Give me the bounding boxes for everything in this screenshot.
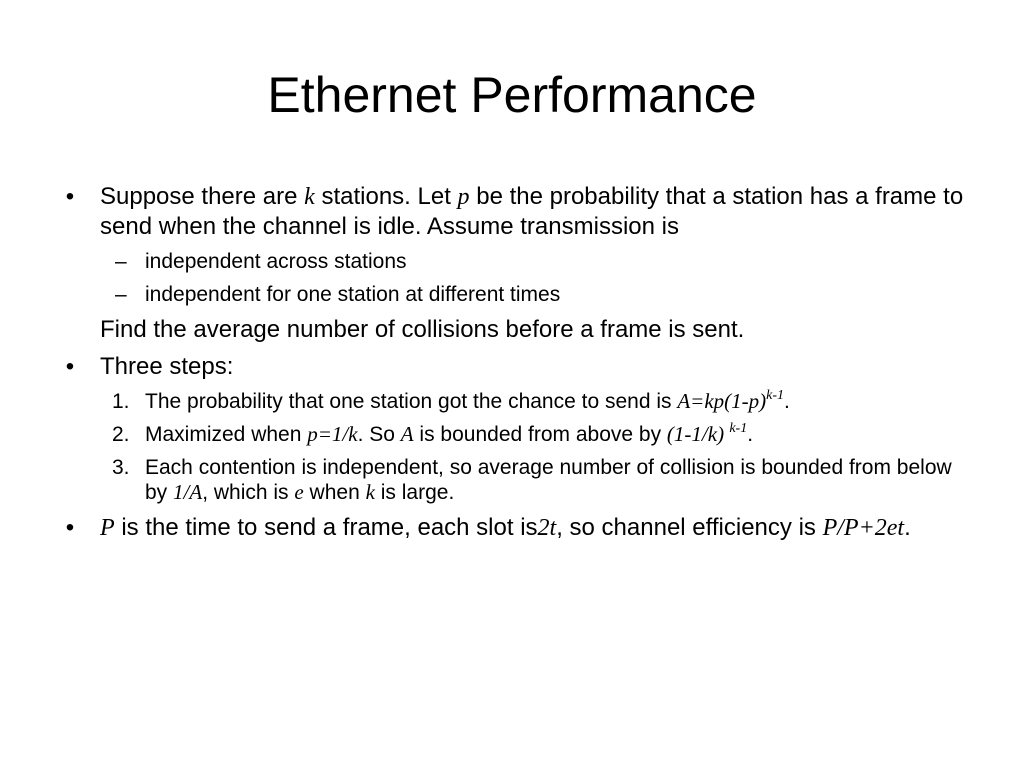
math-e: e — [294, 480, 304, 504]
text: . — [784, 390, 790, 413]
text: . — [904, 514, 911, 541]
math-formula: 1/A — [173, 480, 203, 504]
text: stations. Let — [314, 183, 458, 210]
sub-item-independent-stations — [60, 249, 970, 274]
text: , so channel efficiency is — [556, 514, 823, 541]
math-formula: P/P+2et — [822, 515, 905, 541]
dash-icon: – — [115, 283, 127, 306]
bullet-item-three-steps — [60, 352, 970, 381]
math-2t: 2t — [537, 515, 557, 541]
text: Each contention is independent, so average number of collision is bounded from below by — [145, 456, 952, 504]
dash-icon: – — [115, 250, 127, 273]
text: The probability that one station got the chance to send is — [145, 390, 678, 413]
slide-title: Ethernet Performance — [267, 67, 757, 123]
math-exponent: k-1 — [729, 421, 748, 436]
slide-body — [60, 182, 970, 551]
step-2 — [60, 422, 970, 447]
bullet-icon: • — [65, 183, 75, 210]
step-1 — [60, 389, 970, 414]
text: Three steps: — [100, 353, 234, 380]
text: , which is — [202, 481, 295, 504]
text: is the time to send a frame, each slot is — [114, 514, 538, 541]
math-p: p — [457, 184, 470, 210]
bullet-item-efficiency — [60, 513, 970, 543]
step-number: 3. — [112, 456, 130, 479]
text: . — [747, 423, 754, 446]
bullet-icon: • — [65, 514, 75, 541]
math-k: k — [304, 184, 315, 210]
math-formula: p=1/k — [307, 422, 358, 446]
text: is bounded from above by — [413, 423, 667, 446]
text: is large. — [374, 481, 455, 504]
step-number: 1. — [112, 390, 130, 413]
bullet-item-stations — [60, 182, 970, 241]
sub-item-text: independent for one station at different times — [145, 283, 561, 306]
sub-item-text: independent across stations — [145, 250, 407, 273]
text: . So — [357, 423, 401, 446]
text: Suppose there are — [100, 183, 305, 210]
text: Maximized when — [145, 423, 308, 446]
math-A: A — [400, 422, 414, 446]
math-P: P — [100, 515, 115, 541]
sub-item-independent-times — [60, 282, 970, 307]
bullet-continuation: Find the average number of collisions before a frame is sent. — [100, 316, 745, 343]
text: be the probability that a station has a frame to send when the channel is idle. Assume transmission is — [100, 183, 964, 240]
math-k: k — [365, 480, 375, 504]
math-exponent: k-1 — [766, 388, 785, 403]
text: when — [303, 481, 366, 504]
step-3 — [60, 455, 970, 505]
math-formula: (1-1/k) — [666, 422, 730, 446]
step-number: 2. — [112, 423, 130, 446]
math-formula: A=kp(1-p) — [677, 389, 767, 413]
bullet-icon: • — [65, 353, 75, 380]
